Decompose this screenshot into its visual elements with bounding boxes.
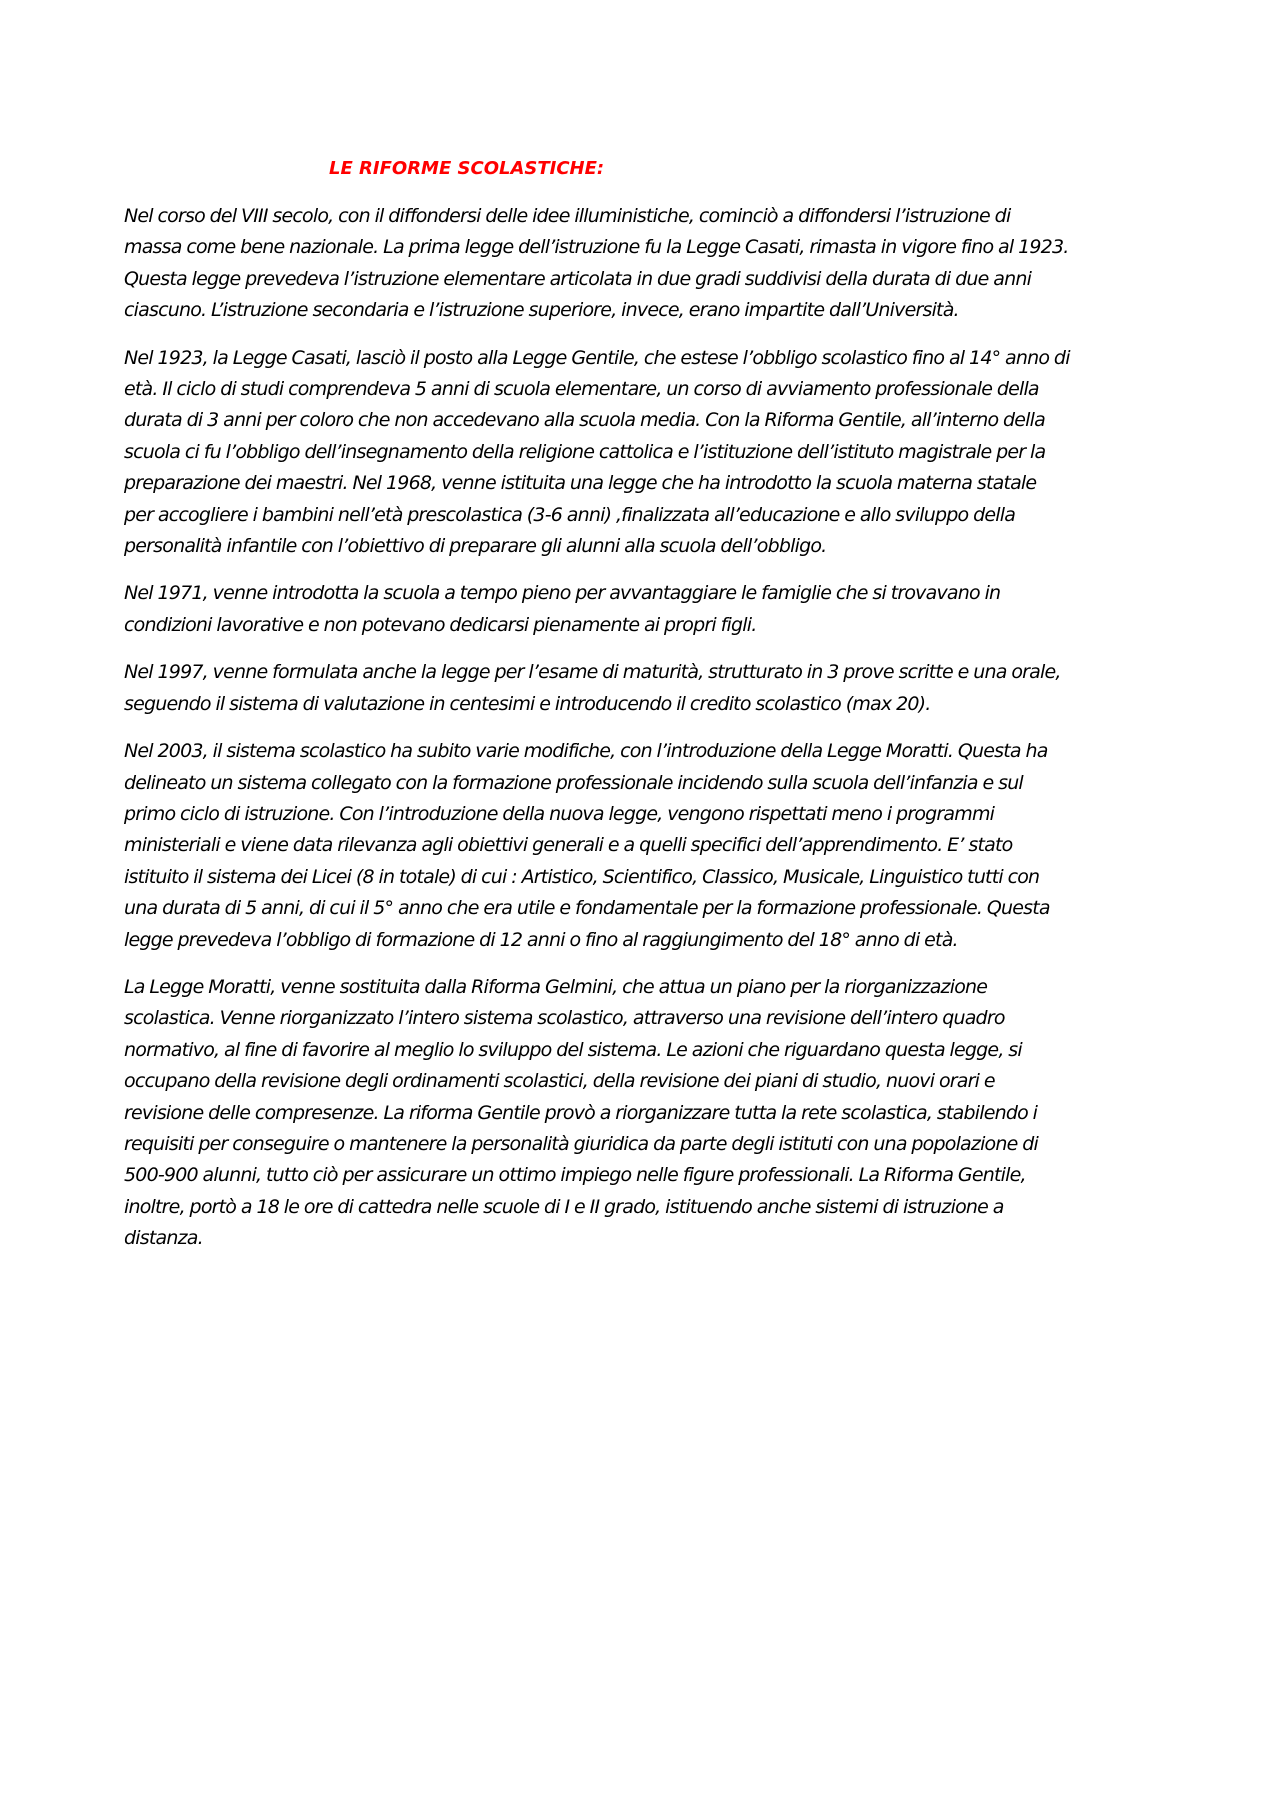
text-line: revisione delle compresenze. La riforma Gentile provò a riorganizzare tutta la rete scolastica, stabilendo i xyxy=(124,1101,1038,1124)
text-line: normativo, al fine di favorire al meglio lo sviluppo del sistema. Le azioni che riguardano questa legge, si xyxy=(124,1038,1022,1061)
text-line: istituito il sistema dei Licei (8 in totale) di cui : Artistico, Scientifico, Classico, Musicale, Linguistico tutti con xyxy=(124,865,1040,888)
text-line: massa come bene nazionale. La prima legge dell’istruzione fu la Legge Casati, rimasta in vigore fino al 1923. xyxy=(124,236,1069,259)
text-line: Nel 2003, il sistema scolastico ha subito varie modifiche, con l’introduzione della Legge Moratti. Questa ha xyxy=(124,740,1048,763)
paragraph-legge-moratti xyxy=(124,736,1176,956)
text-line: legge prevedeva l’obbligo di formazione di 12 anni o fino al raggiungimento del 18° anno di età. xyxy=(124,928,958,951)
text-line: scuola ci fu l’obbligo dell’insegnamento della religione cattolica e l’istituzione dell’istituto magistrale per la xyxy=(124,440,1046,463)
paragraph-1971 xyxy=(124,578,1176,641)
text-line: ministeriali e viene data rilevanza agli obiettivi generali e a quelli specifici dell’apprendimento. E’ stato xyxy=(124,834,1013,857)
document-body xyxy=(124,201,1176,1271)
text-line: per accogliere i bambini nell’età prescolastica (3-6 anni) ,finalizzata all’educazione e allo sviluppo della xyxy=(124,503,1016,526)
text-line: Nel 1923, la Legge Casati, lasciò il posto alla Legge Gentile, che estese l’obbligo scolastico fino al 14° anno di xyxy=(124,346,1070,369)
text-line: Questa legge prevedeva l’istruzione elementare articolata in due gradi suddivisi della durata di due anni xyxy=(124,267,1032,290)
text-line: età. Il ciclo di studi comprendeva 5 anni di scuola elementare, un corso di avviamento professionale della xyxy=(124,378,1039,401)
text-line: Nel 1971, venne introdotta la scuola a tempo pieno per avvantaggiare le famiglie che si trovavano in xyxy=(124,582,1001,605)
paragraph-legge-casati xyxy=(124,201,1176,327)
text-line: durata di 3 anni per coloro che non accedevano alla scuola media. Con la Riforma Gentile, all’interno della xyxy=(124,409,1045,432)
text-line: primo ciclo di istruzione. Con l’introduzione della nuova legge, vengono rispettati meno i programmi xyxy=(124,802,995,825)
text-line: delineato un sistema collegato con la formazione professionale incidendo sulla scuola dell’infanzia e sul xyxy=(124,771,1023,794)
paragraph-riforma-gelmini xyxy=(124,972,1176,1255)
text-line: requisiti per conseguire o mantenere la personalità giuridica da parte degli istituti con una popolazione di xyxy=(124,1132,1038,1155)
text-line: preparazione dei maestri. Nel 1968, venne istituita una legge che ha introdotto la scuola materna statale xyxy=(124,472,1037,495)
text-line: inoltre, portò a 18 le ore di cattedra nelle scuole di I e II grado, istituendo anche sistemi di istruzione a xyxy=(124,1195,1004,1218)
text-line: una durata di 5 anni, di cui il 5° anno che era utile e fondamentale per la formazione professionale. Questa xyxy=(124,897,1050,920)
text-line: condizioni lavorative e non potevano dedicarsi pienamente ai propri figli. xyxy=(124,613,757,636)
paragraph-legge-gentile xyxy=(124,343,1176,563)
text-line: ciascuno. L’istruzione secondaria e l’istruzione superiore, invece, erano impartite dall’Università. xyxy=(124,299,959,322)
text-line: occupano della revisione degli ordinamenti scolastici, della revisione dei piani di studio, nuovi orari e xyxy=(124,1070,995,1093)
text-line: 500-900 alunni, tutto ciò per assicurare un ottimo impiego nelle figure professionali. La Riforma Gentile, xyxy=(124,1164,1026,1187)
document-title: LE RIFORME SCOLASTICHE: xyxy=(329,158,605,179)
text-line: scolastica. Venne riorganizzato l’intero sistema scolastico, attraverso una revisione dell’intero quadro xyxy=(124,1007,1005,1030)
paragraph-1997 xyxy=(124,657,1176,720)
text-line: seguendo il sistema di valutazione in centesimi e introducendo il credito scolastico (max 20). xyxy=(124,692,931,715)
text-line: Nel corso del VIII secolo, con il diffondersi delle idee illuministiche, cominciò a diffondersi l’istruzione di xyxy=(124,205,1011,227)
text-line: personalità infantile con l’obiettivo di preparare gli alunni alla scuola dell’obbligo. xyxy=(124,535,827,558)
text-line: distanza. xyxy=(124,1227,203,1250)
text-line: Nel 1997, venne formulata anche la legge per l’esame di maturità, strutturato in 3 prove scritte e una orale, xyxy=(124,661,1061,684)
text-line: La Legge Moratti, venne sostituita dalla Riforma Gelmini, che attua un piano per la riorganizzazione xyxy=(124,975,988,998)
